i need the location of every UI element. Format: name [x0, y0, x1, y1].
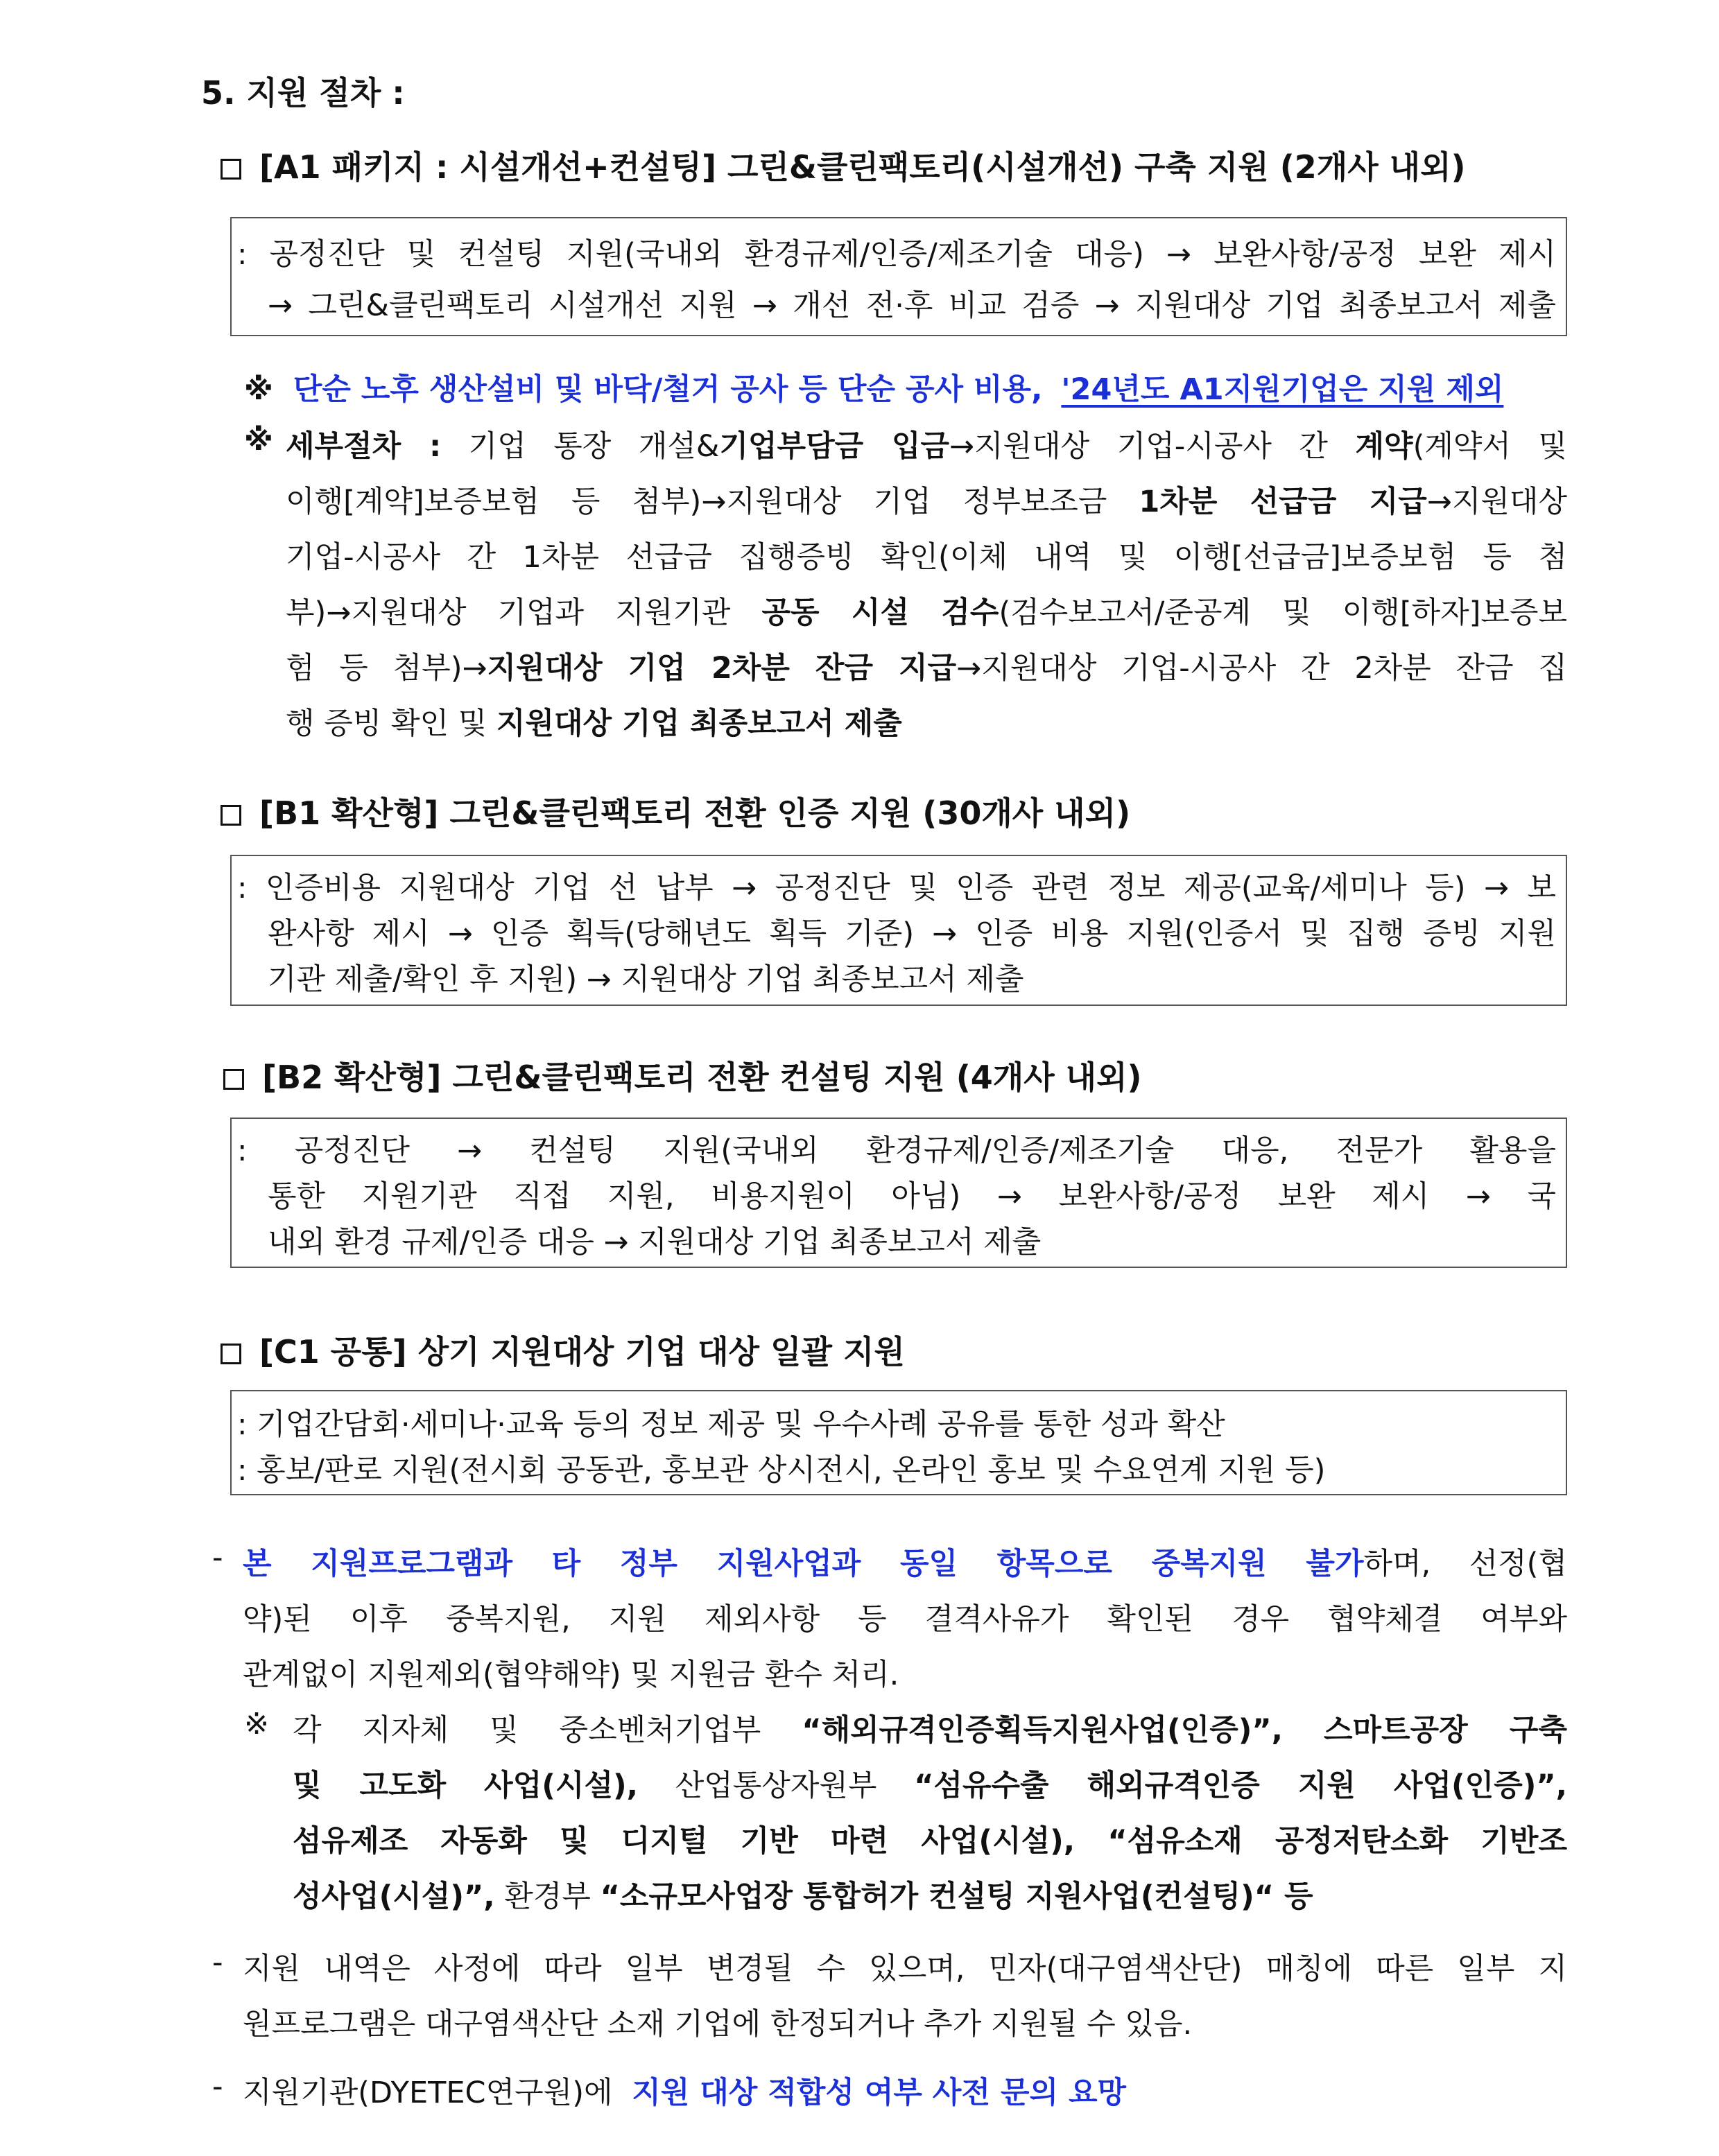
b2-box-line: 통한 지원기관 직접 지원, 비용지원이 아님) → 보완사항/공정 보완 제시 → 국 [268, 1179, 1556, 1214]
example-programs-line-2: 및 고도화 사업(시설), 산업통상자원부 “섬유수출 해외규격인증 지원 사업(인증)”, [293, 1768, 1567, 1803]
b2-box-line: : 공정진단 → 컨설팅 지원(국내외 환경규제/인증/제조기술 대응, 전문가 활용을 [237, 1133, 1556, 1168]
b1-procedure-box [230, 855, 1567, 1006]
checkbox-square-icon [221, 159, 241, 180]
b1-box-line: 기관 제출/확인 후 지원) → 지원대상 기업 최종보고서 제출 [268, 962, 1024, 997]
b1-heading-text: [B1 확산형] 그린&클린팩토리 전환 인증 지원 (30개사 내외) [259, 794, 1131, 832]
b1-heading [221, 788, 1130, 834]
a1-detail-line-1: 세부절차 : 기업 통장 개설&기업부담금 입금→지원대상 기업-시공사 간 계약(계약서 및 [286, 429, 1567, 464]
detail-mark-icon: ※ [244, 423, 273, 458]
c1-heading [221, 1327, 905, 1373]
note-dash: - [212, 1540, 223, 1575]
note-dash: - [212, 2069, 223, 2104]
b2-heading-text: [B2 확산형] 그린&클린팩토리 전환 컨설팅 지원 (4개사 내외) [262, 1059, 1142, 1096]
reference-mark-icon: ※ [244, 1707, 270, 1741]
b1-box-line: : 인증비용 지원대상 기업 선 납부 → 공정진단 및 인증 관련 정보 제공(교육/세미나 등) → 보 [237, 871, 1556, 905]
duplicate-support-note-line-3: 관계없이 지원제외(협약해약) 및 지원금 환수 처리. [243, 1658, 899, 1692]
detail-label: 세부절차 : [286, 429, 442, 464]
example-programs-line-3: 섬유제조 자동화 및 디지털 기반 마련 사업(시설), “섬유소재 공정저탄소화 기반조 [293, 1824, 1567, 1859]
a1-detail-line-2: 이행[계약]보증보험 등 첨부)→지원대상 기업 정부보조금 1차분 선급금 지급→지원대상 [286, 485, 1567, 519]
a1-procedure-box [230, 217, 1567, 336]
a1-heading-text: [A1 패키지 : 시설개선+컨설팅] 그린&클린팩토리(시설개선) 구축 지원 (2개사 내외) [259, 148, 1466, 186]
b1-box-line: 완사항 제시 → 인증 획득(당해년도 획득 기준) → 인증 비용 지원(인증서 및 집행 증빙 지원 [268, 916, 1556, 951]
a1-box-line: : 공정진단 및 컨설팅 지원(국내외 환경규제/인증/제조기술 대응) → 보완사항/공정 보완 제시 [237, 237, 1556, 272]
change-notice-line-1: 지원 내역은 사정에 따라 일부 변경될 수 있으며, 민자(대구염색산단) 매칭에 따른 일부 지 [243, 1951, 1567, 1986]
section-title: 5. 지원 절차 : [201, 74, 405, 112]
c1-box-line: : 홍보/판로 지원(전시회 공동관, 홍보관 상시전시, 온라인 홍보 및 수요연계 지원 등) [237, 1453, 1326, 1488]
reference-mark-icon: ※ [244, 372, 273, 407]
example-programs-line-4: 성사업(시설)”, 환경부 “소규모사업장 통합허가 컨설팅 지원사업(컨설팅)“ 등 [293, 1879, 1313, 1914]
duplicate-support-warning: 본 지원프로그램과 타 정부 지원사업과 동일 항목으로 중복지원 불가 [243, 1547, 1364, 1581]
a1-detail-line-6: 행 증빙 확인 및 지원대상 기업 최종보고서 제출 [286, 706, 902, 741]
inquiry-request: 지원 대상 적합성 여부 사전 문의 요망 [632, 2076, 1127, 2110]
duplicate-support-note-line-1: 본 지원프로그램과 타 정부 지원사업과 동일 항목으로 중복지원 불가하며, 선정(협 [243, 1547, 1567, 1581]
checkbox-square-icon [221, 805, 241, 826]
b2-box-line: 내외 환경 규제/인증 대응 → 지원대상 기업 최종보고서 제출 [268, 1225, 1042, 1260]
example-programs-line-1: 각 지자체 및 중소벤처기업부 “해외규격인증획득지원사업(인증)”, 스마트공장 구축 [293, 1713, 1568, 1748]
a1-exclusion-underlined: '24년도 A1지원기업은 지원 제외 [1061, 372, 1504, 407]
a1-detail-line-3: 기업-시공사 간 1차분 선급금 집행증빙 확인(이체 내역 및 이행[선급금]보증보험 등 첨 [286, 540, 1567, 575]
c1-support-box [230, 1390, 1567, 1495]
change-notice-line-2: 원프로그램은 대구염색산단 소재 기업에 한정되거나 추가 지원될 수 있음. [243, 2007, 1193, 2042]
a1-exclusion-note [244, 366, 1503, 408]
a1-box-line: → 그린&클린팩토리 시설개선 지원 → 개선 전·후 비교 검증 → 지원대상 기업 최종보고서 제출 [268, 288, 1556, 323]
a1-heading [221, 142, 1466, 188]
duplicate-support-note-line-2: 약)된 이후 중복지원, 지원 제외사항 등 결격사유가 확인된 경우 협약체결 여부와 [243, 1602, 1567, 1637]
b2-heading [223, 1052, 1142, 1098]
c1-heading-text: [C1 공통] 상기 지원대상 기업 대상 일괄 지원 [259, 1333, 905, 1371]
note-dash: - [212, 1945, 223, 1980]
a1-detail-line-5: 험 등 첨부)→지원대상 기업 2차분 잔금 지급→지원대상 기업-시공사 간 2차분 잔금 집 [286, 651, 1567, 686]
inquiry-note: 지원기관(DYETEC연구원)에 지원 대상 적합성 여부 사전 문의 요망 [243, 2076, 1127, 2110]
a1-detail-line-4: 부)→지원대상 기업과 지원기관 공동 시설 검수(검수보고서/준공계 및 이행[하자]보증보 [286, 595, 1568, 630]
c1-box-line: : 기업간담회·세미나·교육 등의 정보 제공 및 우수사례 공유를 통한 성과 확산 [237, 1407, 1225, 1442]
b2-procedure-box [230, 1118, 1567, 1268]
checkbox-square-icon [223, 1069, 244, 1090]
a1-exclusion-text: 단순 노후 생산설비 및 바닥/철거 공사 등 단순 공사 비용, [293, 372, 1043, 407]
checkbox-square-icon [221, 1344, 241, 1364]
